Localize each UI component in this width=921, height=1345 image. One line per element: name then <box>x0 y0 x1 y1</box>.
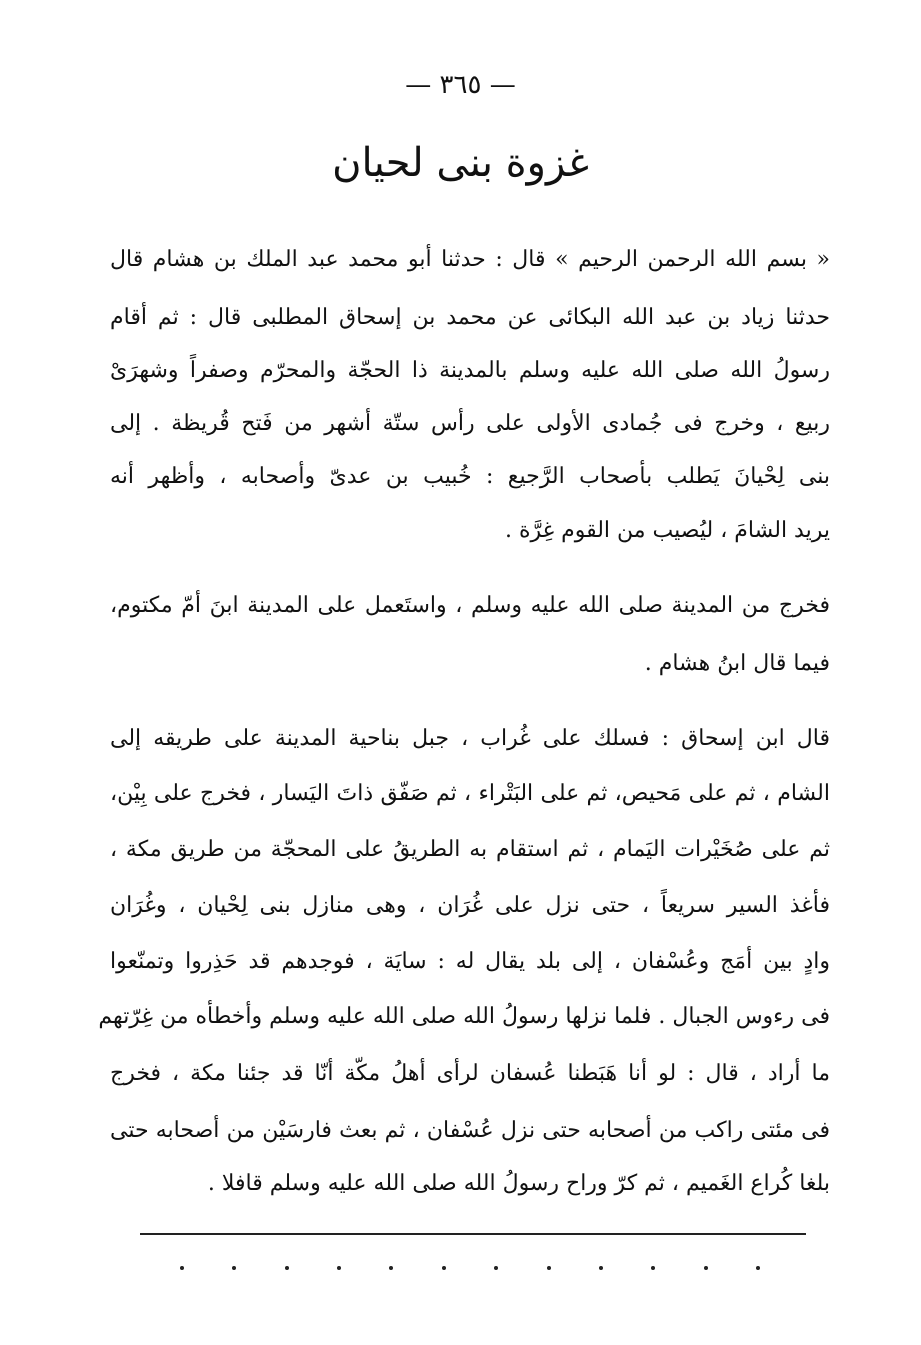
paragraph-1-line-3: رسولُ الله صلى الله عليه وسلم بالمدينة ذا الحجّة والمحرّم وصفراً وشهرَىْ <box>110 358 830 383</box>
paragraph-3-line-6: فى رءوس الجبال . فلما نزلها رسولُ الله صلى الله عليه وسلم وأخطأه من غِرّتهم <box>98 1004 830 1029</box>
paragraph-3-line-1: قال ابن إسحاق : فسلك على غُراب ، جبل بناحية المدينة على طريقه إلى <box>110 726 830 751</box>
footer-dot <box>180 1266 184 1270</box>
footer-dot <box>285 1266 289 1270</box>
paragraph-3-line-2: الشام ، ثم على مَحيص، ثم على البَتْراء ، ثم صَفّق ذاتَ اليَسار ، فخرج على بِيْن، <box>110 781 830 806</box>
footer-dot <box>651 1266 655 1270</box>
paragraph-3-line-3: ثم على صُخَيْرات اليَمام ، ثم استقام به الطريقُ على المحجّة من طريق مكة ، <box>110 837 830 862</box>
chapter-title: غزوة بنى لحيان <box>332 140 589 186</box>
paragraph-3-line-7: ما أراد ، قال : لو أنا هَبَطنا عُسفان لرأى أهلُ مكّة أنّا قد جئنا مكة ، فخرج <box>110 1061 830 1086</box>
paragraph-1-line-2: حدثنا زياد بن عبد الله البكائى عن محمد بن إسحاق المطلبى قال : ثم أقام <box>110 305 830 330</box>
paragraph-2-line-1: فخرج من المدينة صلى الله عليه وسلم ، واستَعمل على المدينة ابنَ أمّ مكتوم، <box>110 593 830 618</box>
footer-dot <box>494 1266 498 1270</box>
footer-dot <box>704 1266 708 1270</box>
paragraph-2-line-2: فيما قال ابنُ هشام . <box>644 651 830 676</box>
paragraph-1-line-6: يريد الشامَ ، ليُصيب من القوم غِرَّة . <box>504 518 830 543</box>
footer-dot <box>599 1266 603 1270</box>
footer-dot <box>756 1266 760 1270</box>
footer-dots <box>180 1266 760 1270</box>
paragraph-1-line-4: ربيع ، وخرج فى جُمادى الأولى على رأس ستّة أشهر من فَتح قُريظة . إلى <box>110 411 830 436</box>
paragraph-3-line-8: فى مئتى راكب من أصحابه حتى نزل عُسْفان ، ثم بعث فارسَيْن من أصحابه حتى <box>110 1118 830 1143</box>
paragraph-1-line-1: « بسم الله الرحمن الرحيم » قال : حدثنا أبو محمد عبد الملك بن هشام قال <box>110 247 830 272</box>
paragraph-3-line-5: وادٍ بين أمَج وعُسْفان ، إلى بلد يقال له : سايَة ، فوجدهم قد حَذِروا وتمنّعوا <box>110 949 830 974</box>
footer-dot <box>547 1266 551 1270</box>
paragraph-3-line-9: بلغا كُراع الغَميم ، ثم كرّ وراح رسولُ الله صلى الله عليه وسلم قافلا . <box>207 1171 830 1196</box>
footer-dot <box>337 1266 341 1270</box>
paragraph-3-line-4: فأغذ السير سريعاً ، حتى نزل على غُرَان ، وهى منازل بنى لِحْيان ، وغُرَان <box>110 893 830 918</box>
footer-dot <box>442 1266 446 1270</box>
footer-rule <box>140 1233 806 1235</box>
footer-dot <box>389 1266 393 1270</box>
paragraph-1-line-5: بنى لِحْيانَ يَطلب بأصحاب الرَّجيع : خُبيب بن عدىّ وأصحابه ، وأظهر أنه <box>110 464 830 489</box>
page-number: — ٣٦٥ — <box>405 70 516 100</box>
footer-dot <box>232 1266 236 1270</box>
